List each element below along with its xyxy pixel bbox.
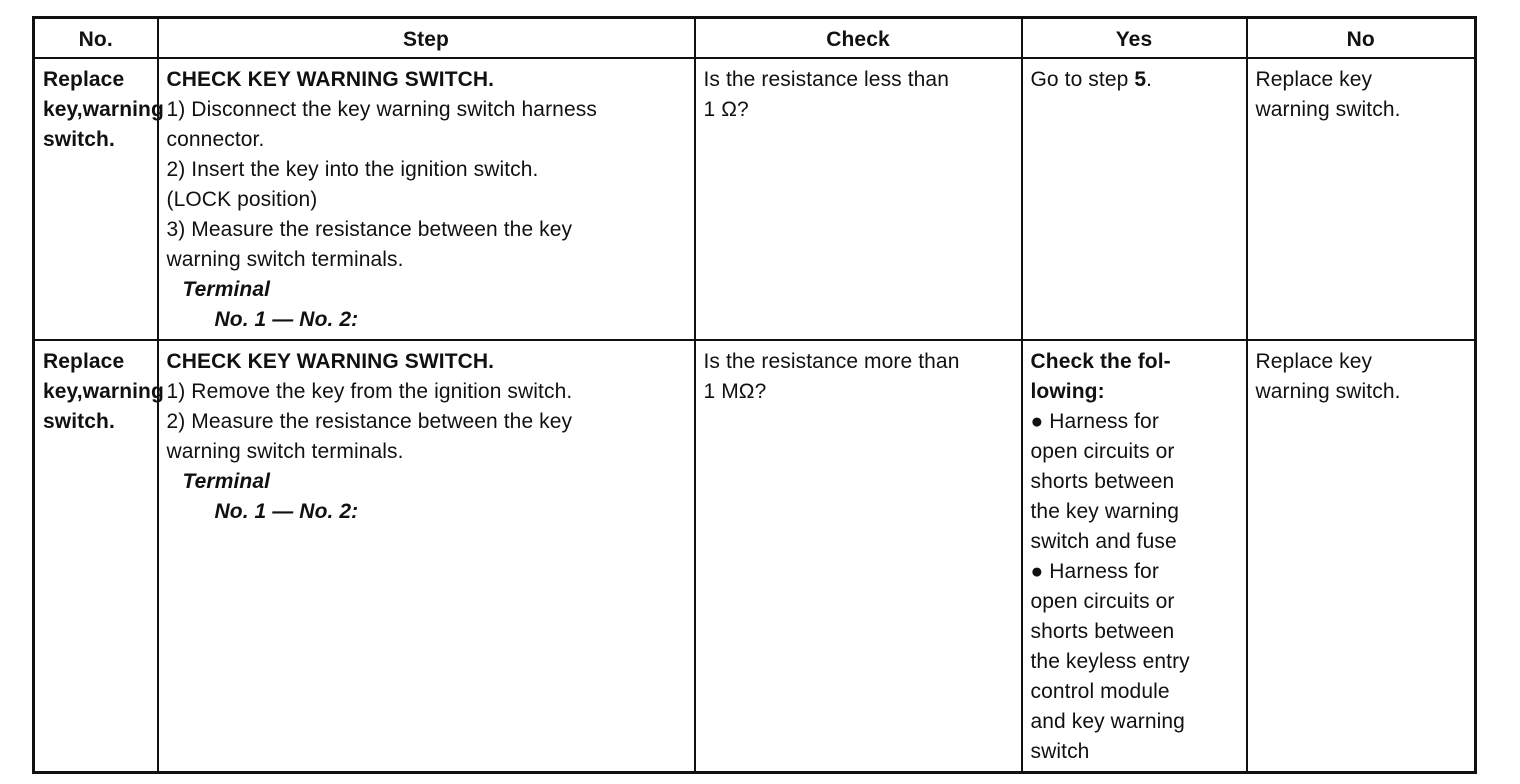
bullet-line: switch	[1030, 740, 1090, 763]
bullet-line: open circuits or	[1030, 440, 1175, 463]
yes-prefix: Go to step	[1030, 68, 1135, 91]
no-line: warning switch.	[1255, 380, 1401, 403]
bullet-icon: ●	[1030, 560, 1044, 583]
bullet-item	[1031, 557, 1238, 587]
terminal-value: No. 1 — No. 2:	[214, 308, 359, 331]
header-no-action: No	[1247, 18, 1476, 59]
bullet-line: open circuits or	[1030, 590, 1175, 613]
check-cell	[695, 58, 1022, 340]
no-line: Replace key	[1255, 350, 1373, 373]
no-cell	[1247, 340, 1476, 773]
table-row	[34, 340, 1476, 773]
table-row	[34, 58, 1476, 340]
bullet-icon: ●	[1030, 410, 1044, 433]
terminal-label: Terminal	[182, 278, 271, 301]
table-header-row	[34, 18, 1476, 59]
bullet-item	[1031, 407, 1238, 437]
header-check: Check	[695, 18, 1022, 59]
check-line: Is the resistance more than	[703, 350, 960, 373]
row-number: Replace key,warning switch.	[34, 340, 158, 773]
no-cell	[1247, 58, 1476, 340]
bullet-line: Harness for	[1049, 410, 1159, 433]
check-line: 1 Ω?	[703, 98, 749, 121]
yes-suffix: .	[1146, 68, 1153, 91]
yes-line	[1031, 65, 1238, 95]
step-line: 2) Insert the key into the ignition switch.	[166, 158, 539, 181]
check-cell	[695, 340, 1022, 773]
check-line: 1 MΩ?	[703, 380, 767, 403]
step-line: warning switch terminals.	[166, 248, 404, 271]
bullet-line: the keyless entry	[1030, 650, 1190, 673]
step-line: 1) Disconnect the key warning switch harness	[166, 98, 597, 121]
step-line: connector.	[166, 128, 265, 151]
header-no: No.	[34, 18, 158, 59]
step-title: CHECK KEY WARNING SWITCH.	[166, 350, 495, 373]
step-line: (LOCK position)	[166, 188, 318, 211]
no-line: Replace key	[1255, 68, 1373, 91]
row-number: Replace key,warning switch.	[34, 58, 158, 340]
step-line: 3) Measure the resistance between the key	[166, 218, 573, 241]
yes-step-link: 5	[1134, 68, 1147, 91]
bullet-line: Harness for	[1049, 560, 1159, 583]
bullet-line: and key warning	[1030, 710, 1185, 733]
yes-title: lowing:	[1030, 380, 1105, 403]
yes-cell	[1022, 58, 1247, 340]
yes-title: Check the fol-	[1030, 350, 1171, 373]
step-line: warning switch terminals.	[166, 440, 404, 463]
check-line: Is the resistance less than	[703, 68, 949, 91]
diagnostic-table	[32, 16, 1477, 774]
step-cell	[158, 340, 695, 773]
bullet-line: shorts between	[1030, 620, 1175, 643]
step-cell	[158, 58, 695, 340]
terminal-value: No. 1 — No. 2:	[214, 500, 359, 523]
bullet-line: control module	[1030, 680, 1170, 703]
yes-cell	[1022, 340, 1247, 773]
bullet-line: shorts between	[1030, 470, 1175, 493]
header-yes: Yes	[1022, 18, 1247, 59]
step-line: 2) Measure the resistance between the key	[166, 410, 573, 433]
no-line: warning switch.	[1255, 98, 1401, 121]
header-step: Step	[158, 18, 695, 59]
step-line: 1) Remove the key from the ignition switch.	[166, 380, 573, 403]
bullet-line: the key warning	[1030, 500, 1180, 523]
bullet-line: switch and fuse	[1030, 530, 1177, 553]
terminal-label: Terminal	[182, 470, 271, 493]
step-title: CHECK KEY WARNING SWITCH.	[166, 68, 495, 91]
